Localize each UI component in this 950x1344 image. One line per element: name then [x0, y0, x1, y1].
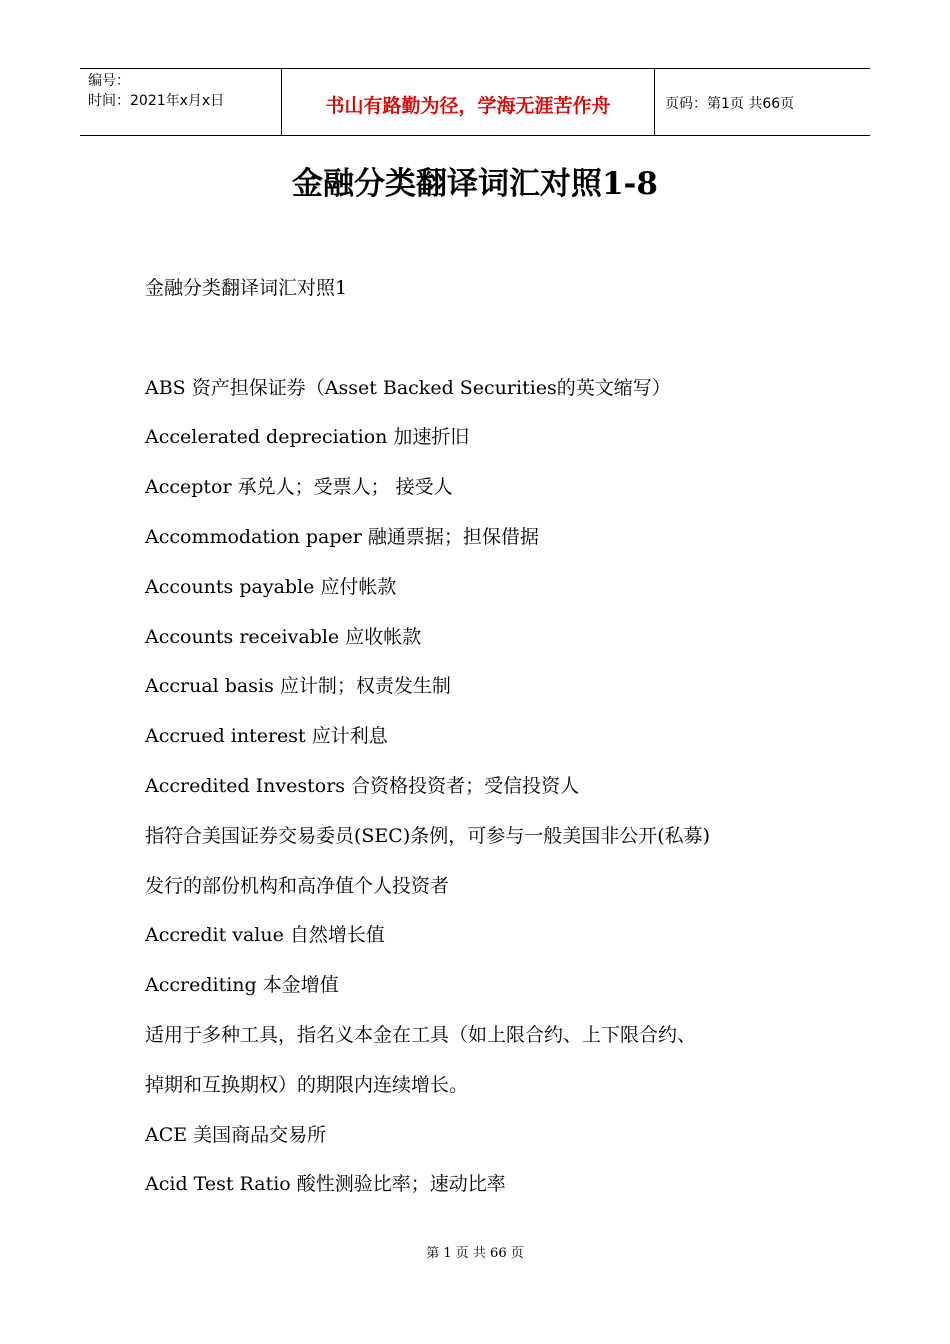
- glossary-line: 指符合美国证券交易委员(SEC)条例，可参与一般美国非公开(私募): [145, 824, 711, 847]
- glossary-line: Accelerated depreciation 加速折旧: [145, 426, 470, 449]
- document-body: [145, 264, 825, 1210]
- glossary-line: Accredit value 自然增长值: [145, 924, 385, 947]
- page-header: [80, 68, 870, 136]
- document-number-label: 编号：: [88, 73, 130, 89]
- glossary-line: Accounts payable 应付帐款: [145, 575, 397, 598]
- document-time-label: 时间：2021年x月x日: [88, 93, 225, 109]
- header-motto: 书山有路勤为径，学海无涯苦作舟: [282, 69, 655, 135]
- glossary-line: ABS 资产担保证券（Asset Backed Securities的英文缩写）: [145, 376, 671, 399]
- section-subtitle: 金融分类翻译词汇对照1: [145, 277, 348, 299]
- glossary-line: 发行的部份机构和高净值个人投资者: [145, 874, 450, 897]
- glossary-line: Accommodation paper 融通票据；担保借据: [145, 525, 539, 548]
- glossary-line: 适用于多种工具，指名义本金在工具（如上限合约、上下限合约、: [145, 1023, 697, 1046]
- header-meta-cell: [80, 69, 282, 135]
- glossary-line: Accredited Investors 合资格投资者；受信投资人: [145, 774, 580, 797]
- glossary-line: Accrued interest 应计利息: [145, 725, 388, 748]
- glossary-line: ACE 美国商品交易所: [145, 1123, 327, 1146]
- header-page-info: 页码：第1页 共66页: [665, 96, 795, 112]
- glossary-line: Accrual basis 应计制；权责发生制: [145, 675, 451, 698]
- glossary-line: Accrediting 本金增值: [145, 974, 339, 997]
- glossary-line: Acceptor 承兑人；受票人； 接受人: [145, 476, 453, 499]
- document-title: 金融分类翻译词汇对照1-8: [291, 166, 658, 202]
- glossary-line: Accounts receivable 应收帐款: [145, 625, 422, 648]
- glossary-line: 掉期和互换期权）的期限内连续增长。: [145, 1073, 469, 1096]
- page-footer: 第 1 页 共 66 页: [426, 1246, 524, 1261]
- glossary-line: Acid Test Ratio 酸性测验比率；速动比率: [145, 1173, 506, 1196]
